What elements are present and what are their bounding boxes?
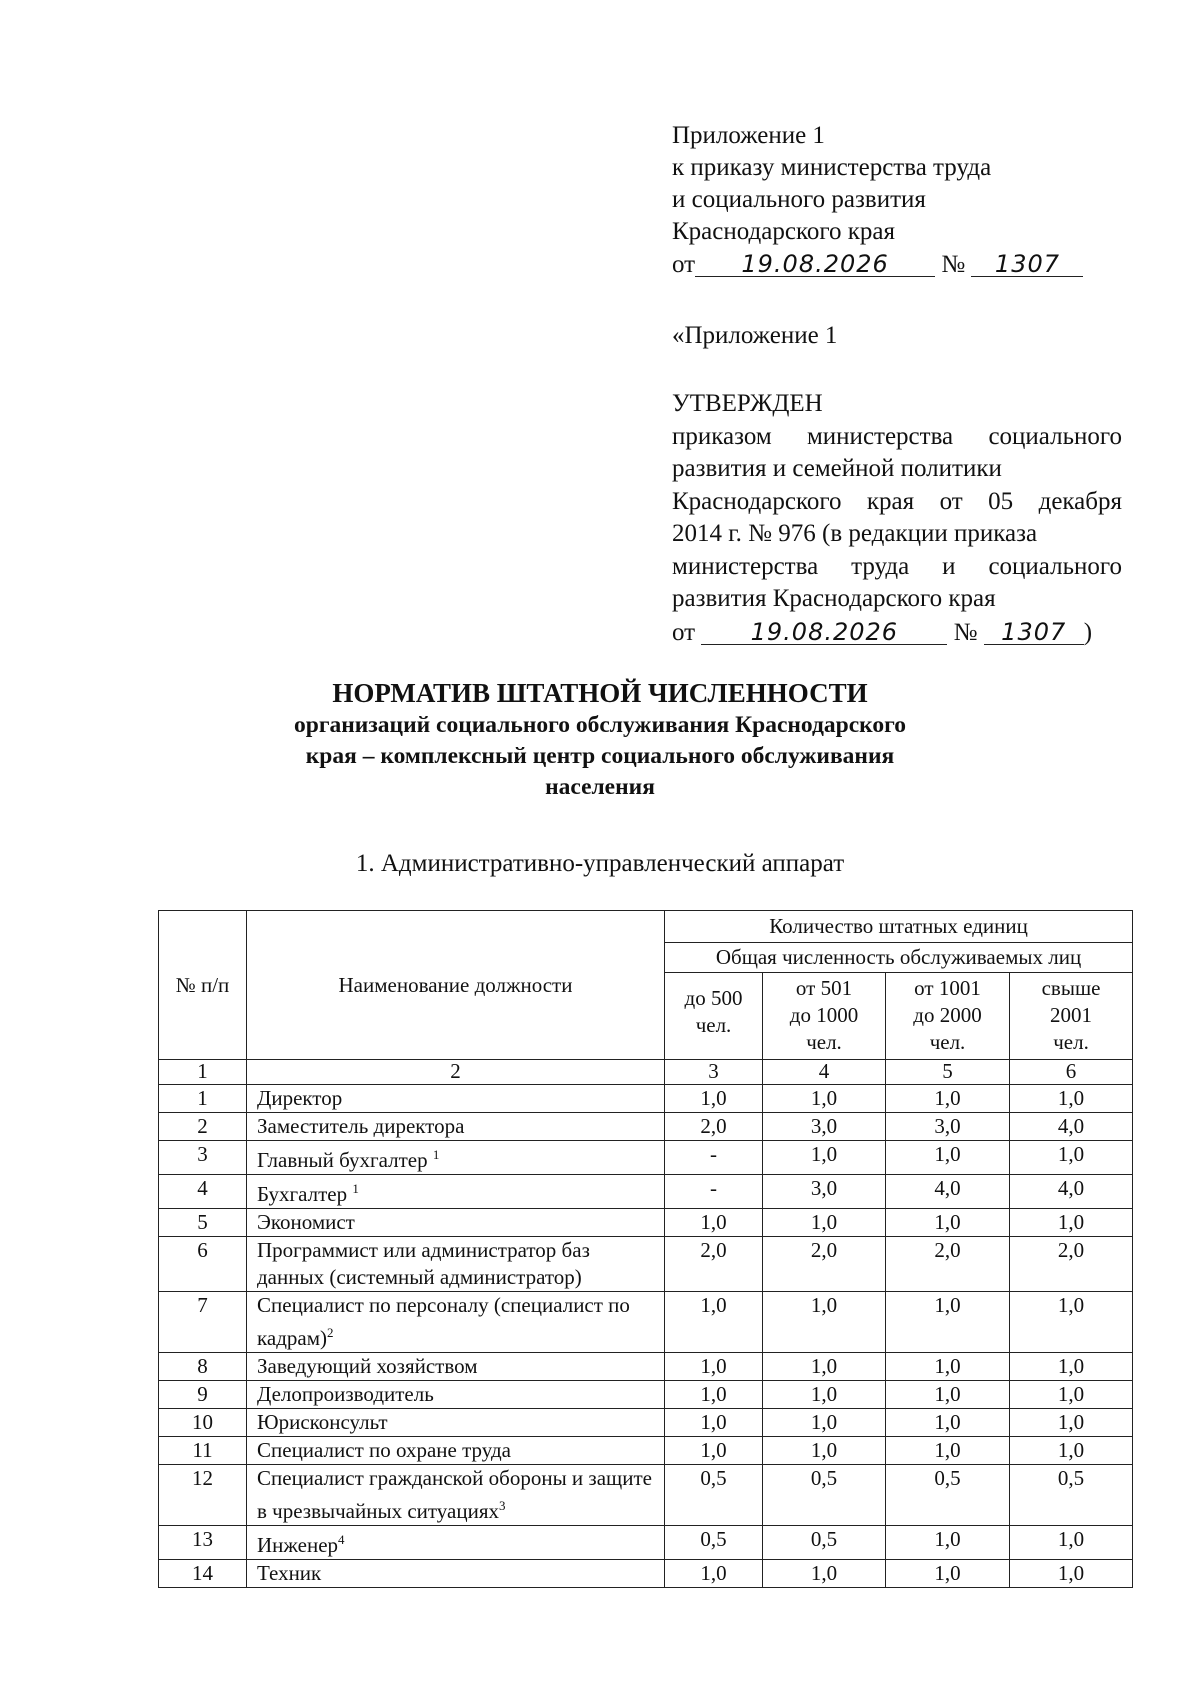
unit-count-3: 3,0: [886, 1113, 1010, 1141]
table-row: [159, 1113, 1133, 1141]
unit-count-1: 2,0: [665, 1113, 763, 1141]
unit-count-4: 1,0: [1010, 1209, 1133, 1237]
table-row: [159, 1526, 1133, 1560]
unit-count-2: 1,0: [763, 1292, 886, 1353]
unit-count-3: 2,0: [886, 1237, 1010, 1292]
unit-count-3: 0,5: [886, 1465, 1010, 1526]
unit-count-2: 3,0: [763, 1113, 886, 1141]
unit-count-4: 1,0: [1010, 1560, 1133, 1588]
annex-num: 1307: [994, 250, 1060, 278]
document-title: [160, 676, 1040, 803]
unit-count-2: 0,5: [763, 1465, 886, 1526]
unit-count-2: 3,0: [763, 1175, 886, 1209]
approval-line-3: Краснодарского края от 05 декабря: [672, 487, 1122, 515]
footnote-mark: 3: [498, 1498, 506, 1513]
approval-date: 19.08.2026: [750, 617, 899, 646]
title-main: НОРМАТИВ ШТАТНОЙ ЧИСЛЕННОСТИ: [332, 678, 868, 708]
unit-count-4: 1,0: [1010, 1409, 1133, 1437]
unit-count-3: 1,0: [886, 1141, 1010, 1175]
annex-date-line: [672, 248, 1083, 281]
unit-count-2: 1,0: [763, 1353, 886, 1381]
position-name: Заместитель директора: [247, 1113, 665, 1141]
annex-line-4: Краснодарского края: [672, 218, 895, 245]
unit-count-2: 1,0: [763, 1381, 886, 1409]
table-row: [159, 1409, 1133, 1437]
unit-count-1: 1,0: [665, 1560, 763, 1588]
unit-count-4: 0,5: [1010, 1465, 1133, 1526]
header-num: № п/п: [159, 911, 247, 1060]
position-name: Бухгалтер $^1$: [247, 1175, 665, 1209]
unit-count-1: 1,0: [665, 1409, 763, 1437]
unit-count-1: -: [665, 1175, 763, 1209]
approval-num-prefix: №: [953, 618, 978, 646]
position-name: Инженер$^4$: [247, 1526, 665, 1560]
unit-count-4: 4,0: [1010, 1113, 1133, 1141]
footnote-mark: 4: [338, 1532, 345, 1547]
unit-count-4: 1,0: [1010, 1353, 1133, 1381]
title-sub-3: населения: [545, 774, 655, 800]
unit-count-2: 1,0: [763, 1409, 886, 1437]
position-name: Специалист по охране труда: [247, 1437, 665, 1465]
table-row: [159, 1381, 1133, 1409]
unit-count-4: 1,0: [1010, 1141, 1133, 1175]
unit-count-3: 1,0: [886, 1353, 1010, 1381]
approval-line-6: развития Краснодарского края: [672, 585, 996, 612]
unit-count-3: 1,0: [886, 1560, 1010, 1588]
annex-line-1: Приложение 1: [672, 122, 825, 149]
approval-line-4: 2014 г. № 976 (в редакции приказа: [672, 520, 1038, 547]
row-number: 9: [159, 1381, 247, 1409]
position-name: Заведующий хозяйством: [247, 1353, 665, 1381]
unit-count-3: 4,0: [886, 1175, 1010, 1209]
unit-count-3: 1,0: [886, 1526, 1010, 1560]
approval-num: 1307: [1001, 617, 1067, 646]
row-number: 6: [159, 1237, 247, 1292]
column-numbering-row: 1 2 3 4 5 6: [159, 1060, 1133, 1085]
row-number: 3: [159, 1141, 247, 1175]
unit-count-2: 1,0: [763, 1141, 886, 1175]
position-name: Программист или администратор баз данных (системный администратор): [247, 1237, 665, 1292]
approval-line-1: приказом министерства социального: [672, 422, 1122, 450]
unit-count-3: 1,0: [886, 1292, 1010, 1353]
unit-count-3: 1,0: [886, 1409, 1010, 1437]
unit-count-1: 1,0: [665, 1381, 763, 1409]
table-row: [159, 1175, 1133, 1209]
header-col-3: от 1001 до 2000 чел.: [886, 973, 1010, 1060]
unit-count-1: 1,0: [665, 1292, 763, 1353]
table-row: [159, 1437, 1133, 1465]
approval-close: ): [1083, 618, 1093, 646]
staffing-table: [158, 910, 1133, 1588]
annex-num-prefix: №: [941, 251, 966, 278]
title-sub-2: края – комплексный центр социального обслуживания: [305, 743, 895, 769]
approval-block: [672, 388, 1122, 649]
table-row: [159, 1560, 1133, 1588]
unit-count-1: 1,0: [665, 1353, 763, 1381]
unit-count-3: 1,0: [886, 1381, 1010, 1409]
table-row: [159, 1237, 1133, 1292]
unit-count-4: 1,0: [1010, 1526, 1133, 1560]
row-number: 1: [159, 1085, 247, 1113]
position-name: Специалист по персоналу (специалист по кадрам)$^2$: [247, 1292, 665, 1353]
unit-count-1: 0,5: [665, 1465, 763, 1526]
unit-count-4: 4,0: [1010, 1175, 1133, 1209]
unit-count-1: 2,0: [665, 1237, 763, 1292]
position-name: Директор: [247, 1085, 665, 1113]
position-name: Техник: [247, 1560, 665, 1588]
footnote-mark: 2: [327, 1325, 334, 1340]
unit-count-2: 1,0: [763, 1560, 886, 1588]
header-group-served: Общая численность обслуживаемых лиц: [665, 943, 1133, 973]
row-number: 13: [159, 1526, 247, 1560]
position-name: Экономист: [247, 1209, 665, 1237]
footnote-mark: 1: [432, 1147, 440, 1162]
unit-count-4: 2,0: [1010, 1237, 1133, 1292]
table-row: [159, 1141, 1133, 1175]
table-row: [159, 1292, 1133, 1353]
row-number: 4: [159, 1175, 247, 1209]
row-number: 12: [159, 1465, 247, 1526]
row-number: 8: [159, 1353, 247, 1381]
unit-count-4: 1,0: [1010, 1292, 1133, 1353]
header-group-units: Количество штатных единиц: [665, 911, 1133, 943]
position-name: Главный бухгалтер $^1$: [247, 1141, 665, 1175]
header-position: Наименование должности: [247, 911, 665, 1060]
unit-count-1: 1,0: [665, 1437, 763, 1465]
annex-line-2: к приказу министерства труда: [672, 154, 992, 181]
unit-count-4: 1,0: [1010, 1381, 1133, 1409]
row-number: 7: [159, 1292, 247, 1353]
row-number: 10: [159, 1409, 247, 1437]
annex-line-3: и социального развития: [672, 186, 926, 213]
approval-date-prefix: от: [672, 618, 696, 646]
unit-count-3: 1,0: [886, 1437, 1010, 1465]
table-row: [159, 1209, 1133, 1237]
unit-count-2: 0,5: [763, 1526, 886, 1560]
approval-line-5: министерства труда и социального: [672, 552, 1122, 580]
row-number: 11: [159, 1437, 247, 1465]
header-col-1: до 500 чел.: [665, 973, 763, 1060]
unit-count-1: 1,0: [665, 1085, 763, 1113]
table-body: [159, 1085, 1133, 1588]
unit-count-2: 1,0: [763, 1085, 886, 1113]
unit-count-3: 1,0: [886, 1209, 1010, 1237]
annex-date-prefix: от: [672, 251, 696, 278]
unit-count-2: 1,0: [763, 1437, 886, 1465]
approval-date-line: [672, 616, 1122, 650]
row-number: 2: [159, 1113, 247, 1141]
unit-count-1: 1,0: [665, 1209, 763, 1237]
annex-reference: «Приложение 1: [672, 322, 838, 349]
approval-line-2: развития и семейной политики: [672, 455, 1002, 482]
row-number: 14: [159, 1560, 247, 1588]
position-name: Делопроизводитель: [247, 1381, 665, 1409]
unit-count-3: 1,0: [886, 1085, 1010, 1113]
unit-count-4: 1,0: [1010, 1437, 1133, 1465]
table-row: [159, 1085, 1133, 1113]
table-row: [159, 1465, 1133, 1526]
header-col-2: от 501 до 1000 чел.: [763, 973, 886, 1060]
unit-count-1: -: [665, 1141, 763, 1175]
annex-date: 19.08.2026: [741, 250, 889, 278]
unit-count-2: 2,0: [763, 1237, 886, 1292]
table-row: [159, 1353, 1133, 1381]
footnote-mark: 1: [352, 1181, 359, 1196]
position-name: Специалист гражданской обороны и защите в чрезвычайных ситуациях$^3$: [247, 1465, 665, 1526]
header-col-4: свыше 2001 чел.: [1010, 973, 1133, 1060]
section-heading: 1. Административно-управленческий аппарат: [355, 850, 845, 877]
position-name: Юрисконсульт: [247, 1409, 665, 1437]
row-number: 5: [159, 1209, 247, 1237]
unit-count-4: 1,0: [1010, 1085, 1133, 1113]
unit-count-2: 1,0: [763, 1209, 886, 1237]
unit-count-1: 0,5: [665, 1526, 763, 1560]
title-sub-1: организаций социального обслуживания Краснодарского: [294, 712, 906, 738]
annex-header: [672, 120, 1083, 281]
approval-heading: УТВЕРЖДЕН: [672, 390, 823, 417]
